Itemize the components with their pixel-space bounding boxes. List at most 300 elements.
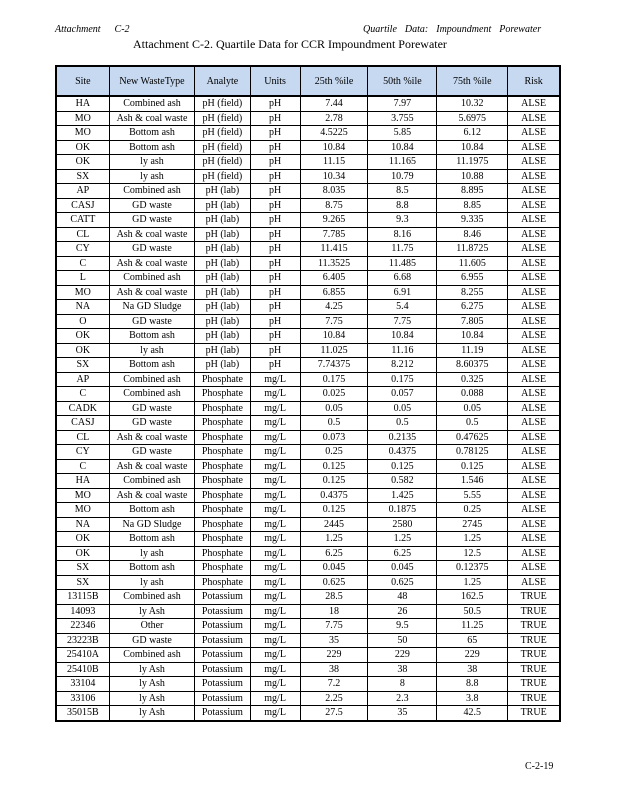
table-row [56, 169, 560, 184]
table-row [56, 126, 560, 141]
cell-units: mg/L [250, 503, 300, 518]
document-title: Attachment C-2. Quartile Data for CCR Impoundment Porewater [133, 37, 447, 51]
table-row [56, 619, 560, 634]
cell-50th: 50 [368, 633, 437, 648]
cell-50th: 48 [368, 590, 437, 605]
cell-site: AP [56, 372, 109, 387]
table-row [56, 590, 560, 605]
cell-risk: ALSE [508, 358, 560, 373]
cell-50th: 26 [368, 604, 437, 619]
cell-site: MO [56, 503, 109, 518]
cell-units: mg/L [250, 517, 300, 532]
cell-waste-type: Combined ash [109, 96, 195, 111]
cell-units: mg/L [250, 648, 300, 663]
table-row [56, 430, 560, 445]
table-row [56, 184, 560, 199]
cell-site: 13115B [56, 590, 109, 605]
cell-analyte: pH (lab) [195, 213, 250, 228]
cell-analyte: pH (lab) [195, 184, 250, 199]
column-header-risk: Risk [508, 66, 560, 96]
cell-risk: ALSE [508, 169, 560, 184]
table-row [56, 488, 560, 503]
cell-50th: 9.5 [368, 619, 437, 634]
cell-analyte: Phosphate [195, 575, 250, 590]
quartile-table-container [55, 65, 561, 722]
cell-50th: 38 [368, 662, 437, 677]
cell-waste-type: Combined ash [109, 474, 195, 489]
cell-risk: ALSE [508, 155, 560, 170]
cell-analyte: pH (field) [195, 169, 250, 184]
cell-75th: 10.84 [437, 140, 508, 155]
table-row [56, 561, 560, 576]
cell-25th: 10.34 [300, 169, 368, 184]
cell-50th: 2.3 [368, 691, 437, 706]
cell-75th: 0.088 [437, 387, 508, 402]
cell-risk: ALSE [508, 329, 560, 344]
cell-risk: TRUE [508, 604, 560, 619]
cell-site: OK [56, 546, 109, 561]
cell-25th: 9.265 [300, 213, 368, 228]
cell-75th: 8.8 [437, 677, 508, 692]
cell-waste-type: Bottom ash [109, 126, 195, 141]
cell-50th: 10.84 [368, 140, 437, 155]
cell-waste-type: Ash & coal waste [109, 227, 195, 242]
cell-25th: 6.855 [300, 285, 368, 300]
cell-50th: 10.84 [368, 329, 437, 344]
table-row [56, 401, 560, 416]
cell-75th: 162.5 [437, 590, 508, 605]
table-row [56, 604, 560, 619]
cell-25th: 2445 [300, 517, 368, 532]
cell-25th: 7.785 [300, 227, 368, 242]
cell-units: mg/L [250, 633, 300, 648]
cell-site: 22346 [56, 619, 109, 634]
table-row [56, 633, 560, 648]
table-row [56, 677, 560, 692]
cell-risk: ALSE [508, 96, 560, 111]
cell-risk: TRUE [508, 691, 560, 706]
cell-50th: 8.8 [368, 198, 437, 213]
cell-site: CASJ [56, 416, 109, 431]
cell-site: MO [56, 126, 109, 141]
table-row [56, 314, 560, 329]
cell-units: pH [250, 271, 300, 286]
cell-risk: ALSE [508, 474, 560, 489]
cell-units: mg/L [250, 662, 300, 677]
cell-analyte: Potassium [195, 633, 250, 648]
cell-50th: 35 [368, 706, 437, 721]
cell-analyte: pH (field) [195, 96, 250, 111]
cell-50th: 6.91 [368, 285, 437, 300]
column-header-25th: 25th %ile [300, 66, 368, 96]
table-row [56, 227, 560, 242]
cell-waste-type: GD waste [109, 198, 195, 213]
cell-risk: TRUE [508, 662, 560, 677]
cell-site: 33106 [56, 691, 109, 706]
cell-25th: 0.25 [300, 445, 368, 460]
cell-units: pH [250, 96, 300, 111]
cell-25th: 0.4375 [300, 488, 368, 503]
cell-units: mg/L [250, 532, 300, 547]
cell-25th: 0.625 [300, 575, 368, 590]
cell-analyte: pH (lab) [195, 271, 250, 286]
table-row [56, 517, 560, 532]
cell-75th: 10.88 [437, 169, 508, 184]
cell-risk: ALSE [508, 227, 560, 242]
cell-25th: 1.25 [300, 532, 368, 547]
cell-waste-type: Combined ash [109, 372, 195, 387]
cell-75th: 38 [437, 662, 508, 677]
cell-units: mg/L [250, 604, 300, 619]
table-row [56, 198, 560, 213]
cell-units: pH [250, 184, 300, 199]
cell-25th: 11.025 [300, 343, 368, 358]
cell-50th: 0.5 [368, 416, 437, 431]
cell-50th: 7.75 [368, 314, 437, 329]
cell-waste-type: ly Ash [109, 677, 195, 692]
cell-waste-type: ly ash [109, 575, 195, 590]
cell-units: mg/L [250, 561, 300, 576]
header-word-3: Impoundment [436, 24, 492, 35]
cell-units: pH [250, 198, 300, 213]
cell-25th: 10.84 [300, 329, 368, 344]
table-body [56, 96, 560, 721]
cell-analyte: Phosphate [195, 459, 250, 474]
cell-site: OK [56, 140, 109, 155]
cell-units: mg/L [250, 488, 300, 503]
table-row [56, 242, 560, 257]
cell-waste-type: Bottom ash [109, 358, 195, 373]
cell-units: mg/L [250, 416, 300, 431]
cell-75th: 9.335 [437, 213, 508, 228]
cell-site: MO [56, 488, 109, 503]
cell-site: 25410A [56, 648, 109, 663]
cell-50th: 0.175 [368, 372, 437, 387]
cell-site: 25410B [56, 662, 109, 677]
cell-75th: 8.85 [437, 198, 508, 213]
cell-units: pH [250, 285, 300, 300]
cell-25th: 0.025 [300, 387, 368, 402]
cell-25th: 2.25 [300, 691, 368, 706]
cell-waste-type: Bottom ash [109, 140, 195, 155]
cell-75th: 0.05 [437, 401, 508, 416]
cell-site: AP [56, 184, 109, 199]
cell-site: NA [56, 300, 109, 315]
cell-50th: 2580 [368, 517, 437, 532]
cell-site: L [56, 271, 109, 286]
cell-site: CADK [56, 401, 109, 416]
cell-waste-type: Combined ash [109, 648, 195, 663]
cell-25th: 7.74375 [300, 358, 368, 373]
table-row [56, 285, 560, 300]
cell-site: HA [56, 96, 109, 111]
cell-25th: 229 [300, 648, 368, 663]
cell-waste-type: GD waste [109, 314, 195, 329]
running-header-left [55, 24, 130, 35]
table-row [56, 706, 560, 721]
cell-75th: 1.25 [437, 575, 508, 590]
cell-waste-type: Combined ash [109, 271, 195, 286]
cell-site: 33104 [56, 677, 109, 692]
cell-waste-type: GD waste [109, 242, 195, 257]
cell-units: mg/L [250, 691, 300, 706]
cell-risk: ALSE [508, 213, 560, 228]
cell-75th: 0.325 [437, 372, 508, 387]
cell-analyte: Phosphate [195, 474, 250, 489]
cell-waste-type: Ash & coal waste [109, 111, 195, 126]
cell-25th: 8.035 [300, 184, 368, 199]
cell-50th: 9.3 [368, 213, 437, 228]
running-header-right [363, 24, 549, 35]
cell-25th: 7.75 [300, 314, 368, 329]
cell-waste-type: Ash & coal waste [109, 488, 195, 503]
cell-25th: 10.84 [300, 140, 368, 155]
cell-site: CATT [56, 213, 109, 228]
cell-site: 23223B [56, 633, 109, 648]
cell-analyte: pH (lab) [195, 343, 250, 358]
cell-analyte: pH (field) [195, 111, 250, 126]
cell-analyte: Phosphate [195, 387, 250, 402]
cell-risk: ALSE [508, 503, 560, 518]
table-row [56, 372, 560, 387]
cell-50th: 8.5 [368, 184, 437, 199]
cell-units: pH [250, 227, 300, 242]
cell-75th: 0.78125 [437, 445, 508, 460]
cell-risk: ALSE [508, 387, 560, 402]
cell-analyte: Phosphate [195, 517, 250, 532]
cell-units: mg/L [250, 677, 300, 692]
table-row [56, 532, 560, 547]
cell-units: mg/L [250, 401, 300, 416]
cell-analyte: pH (field) [195, 155, 250, 170]
cell-risk: ALSE [508, 242, 560, 257]
cell-50th: 6.68 [368, 271, 437, 286]
cell-risk: ALSE [508, 140, 560, 155]
cell-site: OK [56, 343, 109, 358]
cell-waste-type: Combined ash [109, 184, 195, 199]
cell-75th: 10.32 [437, 96, 508, 111]
cell-75th: 5.6975 [437, 111, 508, 126]
cell-units: pH [250, 169, 300, 184]
column-header-analyte: Analyte [195, 66, 250, 96]
cell-waste-type: GD waste [109, 401, 195, 416]
cell-25th: 38 [300, 662, 368, 677]
cell-25th: 0.5 [300, 416, 368, 431]
cell-75th: 6.955 [437, 271, 508, 286]
cell-50th: 7.97 [368, 96, 437, 111]
cell-75th: 11.19 [437, 343, 508, 358]
table-row [56, 300, 560, 315]
cell-waste-type: Ash & coal waste [109, 285, 195, 300]
cell-analyte: pH (lab) [195, 198, 250, 213]
table-row [56, 387, 560, 402]
page-number: C-2-19 [525, 761, 554, 772]
cell-site: C [56, 387, 109, 402]
table-row [56, 111, 560, 126]
cell-50th: 8.212 [368, 358, 437, 373]
cell-units: mg/L [250, 445, 300, 460]
cell-analyte: pH (lab) [195, 358, 250, 373]
cell-50th: 0.4375 [368, 445, 437, 460]
cell-75th: 2745 [437, 517, 508, 532]
cell-waste-type: Bottom ash [109, 532, 195, 547]
cell-site: OK [56, 532, 109, 547]
cell-waste-type: ly Ash [109, 662, 195, 677]
cell-analyte: Potassium [195, 590, 250, 605]
cell-units: mg/L [250, 546, 300, 561]
cell-units: pH [250, 242, 300, 257]
cell-75th: 42.5 [437, 706, 508, 721]
cell-analyte: pH (lab) [195, 242, 250, 257]
cell-waste-type: ly Ash [109, 604, 195, 619]
cell-analyte: Potassium [195, 648, 250, 663]
cell-risk: ALSE [508, 517, 560, 532]
cell-site: CY [56, 242, 109, 257]
cell-analyte: Phosphate [195, 445, 250, 460]
cell-site: MO [56, 285, 109, 300]
cell-units: mg/L [250, 459, 300, 474]
cell-risk: ALSE [508, 445, 560, 460]
cell-50th: 11.165 [368, 155, 437, 170]
cell-25th: 4.5225 [300, 126, 368, 141]
cell-50th: 0.582 [368, 474, 437, 489]
cell-analyte: Phosphate [195, 401, 250, 416]
cell-50th: 10.79 [368, 169, 437, 184]
cell-units: pH [250, 111, 300, 126]
cell-analyte: Potassium [195, 662, 250, 677]
cell-75th: 0.12375 [437, 561, 508, 576]
cell-site: CL [56, 430, 109, 445]
cell-waste-type: Ash & coal waste [109, 459, 195, 474]
cell-risk: ALSE [508, 271, 560, 286]
table-row [56, 343, 560, 358]
attachment-label: Attachment [55, 24, 101, 35]
cell-site: OK [56, 155, 109, 170]
cell-waste-type: GD waste [109, 445, 195, 460]
cell-waste-type: Bottom ash [109, 503, 195, 518]
cell-50th: 11.16 [368, 343, 437, 358]
cell-waste-type: GD waste [109, 416, 195, 431]
cell-site: O [56, 314, 109, 329]
cell-site: OK [56, 329, 109, 344]
cell-site: 14093 [56, 604, 109, 619]
cell-50th: 1.425 [368, 488, 437, 503]
cell-risk: ALSE [508, 532, 560, 547]
cell-25th: 8.75 [300, 198, 368, 213]
cell-50th: 8.16 [368, 227, 437, 242]
cell-analyte: pH (lab) [195, 300, 250, 315]
cell-risk: TRUE [508, 633, 560, 648]
cell-risk: ALSE [508, 126, 560, 141]
cell-risk: ALSE [508, 546, 560, 561]
cell-25th: 7.2 [300, 677, 368, 692]
cell-analyte: pH (lab) [195, 256, 250, 271]
cell-analyte: pH (lab) [195, 285, 250, 300]
cell-50th: 1.25 [368, 532, 437, 547]
cell-units: mg/L [250, 387, 300, 402]
cell-50th: 8 [368, 677, 437, 692]
cell-75th: 11.1975 [437, 155, 508, 170]
cell-risk: ALSE [508, 488, 560, 503]
cell-25th: 28.5 [300, 590, 368, 605]
table-row [56, 155, 560, 170]
cell-25th: 11.15 [300, 155, 368, 170]
cell-25th: 2.78 [300, 111, 368, 126]
cell-75th: 5.55 [437, 488, 508, 503]
cell-site: SX [56, 358, 109, 373]
cell-75th: 8.895 [437, 184, 508, 199]
cell-50th: 0.125 [368, 459, 437, 474]
cell-units: mg/L [250, 706, 300, 721]
column-header-site: Site [56, 66, 109, 96]
cell-75th: 8.60375 [437, 358, 508, 373]
cell-units: mg/L [250, 430, 300, 445]
cell-analyte: Potassium [195, 604, 250, 619]
cell-analyte: Potassium [195, 619, 250, 634]
cell-site: CL [56, 227, 109, 242]
table-row [56, 416, 560, 431]
cell-waste-type: ly ash [109, 546, 195, 561]
cell-25th: 0.125 [300, 503, 368, 518]
column-header-50th: 50th %ile [368, 66, 437, 96]
cell-site: CY [56, 445, 109, 460]
cell-25th: 18 [300, 604, 368, 619]
cell-75th: 11.8725 [437, 242, 508, 257]
cell-50th: 0.05 [368, 401, 437, 416]
cell-units: pH [250, 126, 300, 141]
cell-risk: TRUE [508, 706, 560, 721]
table-row [56, 358, 560, 373]
cell-75th: 0.5 [437, 416, 508, 431]
cell-75th: 10.84 [437, 329, 508, 344]
cell-25th: 0.125 [300, 459, 368, 474]
cell-25th: 7.44 [300, 96, 368, 111]
cell-risk: TRUE [508, 619, 560, 634]
cell-waste-type: Other [109, 619, 195, 634]
cell-analyte: Potassium [195, 706, 250, 721]
cell-waste-type: GD waste [109, 633, 195, 648]
cell-25th: 0.125 [300, 474, 368, 489]
cell-site: NA [56, 517, 109, 532]
table-row [56, 271, 560, 286]
cell-units: pH [250, 358, 300, 373]
table-row [56, 329, 560, 344]
column-header-waste-type: New WasteType [109, 66, 195, 96]
cell-25th: 11.415 [300, 242, 368, 257]
table-row [56, 213, 560, 228]
cell-50th: 0.625 [368, 575, 437, 590]
cell-25th: 35 [300, 633, 368, 648]
cell-units: pH [250, 213, 300, 228]
cell-50th: 229 [368, 648, 437, 663]
cell-75th: 11.25 [437, 619, 508, 634]
cell-risk: ALSE [508, 416, 560, 431]
cell-analyte: pH (field) [195, 140, 250, 155]
cell-site: SX [56, 575, 109, 590]
table-header-row [56, 66, 560, 96]
cell-risk: TRUE [508, 648, 560, 663]
cell-analyte: Phosphate [195, 430, 250, 445]
header-word-4: Porewater [499, 24, 542, 35]
cell-waste-type: ly ash [109, 155, 195, 170]
cell-waste-type: ly Ash [109, 691, 195, 706]
cell-75th: 0.25 [437, 503, 508, 518]
cell-site: CASJ [56, 198, 109, 213]
cell-risk: TRUE [508, 590, 560, 605]
cell-50th: 0.057 [368, 387, 437, 402]
table-row [56, 575, 560, 590]
cell-units: mg/L [250, 372, 300, 387]
